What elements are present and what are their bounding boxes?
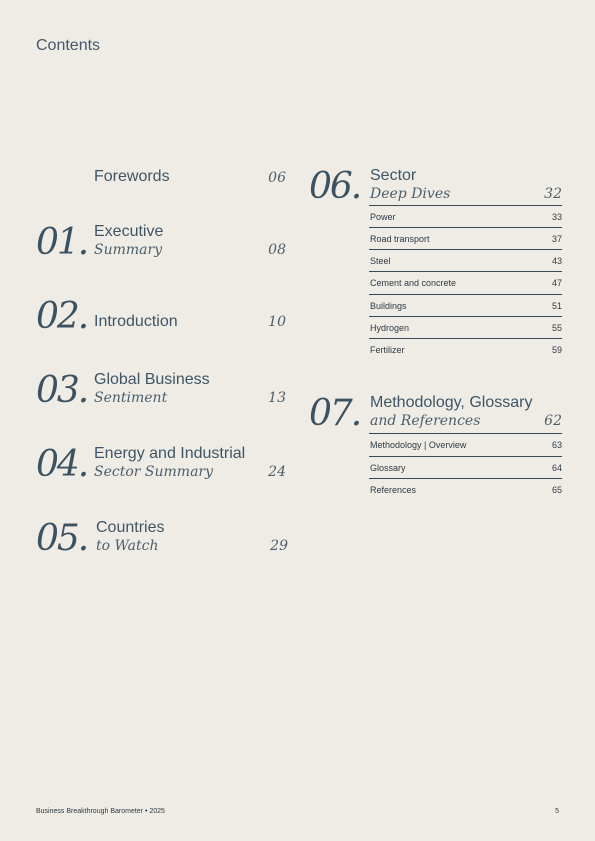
- list-item[interactable]: [369, 433, 562, 456]
- section-subtitle-04: Sector Summary: [94, 464, 214, 480]
- section-title-03: Global Business: [94, 371, 210, 388]
- section-page-02: 10: [268, 314, 286, 330]
- list-item[interactable]: [369, 478, 562, 501]
- subsection-page: 65: [551, 485, 562, 495]
- subsection-page: 64: [551, 463, 562, 473]
- section-page-06: 32: [544, 186, 562, 202]
- list-item[interactable]: [369, 205, 562, 228]
- list-item[interactable]: [369, 294, 562, 317]
- forewords-title: Forewords: [94, 168, 170, 185]
- forewords-page: 06: [268, 170, 286, 186]
- subsection-label: Buildings: [370, 301, 407, 311]
- section-title-01: Executive: [94, 223, 164, 240]
- subsection-label: Glossary: [370, 463, 406, 473]
- list-item[interactable]: [369, 249, 562, 272]
- subsection-label: Road transport: [370, 234, 430, 244]
- subsection-label: References: [370, 485, 417, 495]
- section-title-02: Introduction: [94, 313, 178, 330]
- section-number-01: 01.: [36, 222, 88, 263]
- section-title-04: Energy and Industrial: [94, 445, 246, 462]
- section-number-03: 03.: [36, 370, 88, 411]
- section-number-06: 06.: [309, 166, 361, 207]
- section-subtitle-06: Deep Dives: [370, 186, 451, 202]
- section-page-05: 29: [270, 538, 288, 554]
- subsection-label: Methodology | Overview: [370, 440, 467, 450]
- subsection-page: 33: [551, 212, 562, 222]
- section-number-04: 04.: [36, 444, 88, 485]
- section-page-03: 13: [268, 390, 286, 406]
- section-subtitle-07: and References: [370, 413, 481, 429]
- section-title-07: Methodology, Glossary: [370, 394, 533, 411]
- footer-report-name: Business Breakthrough Barometer • 2025: [36, 808, 165, 815]
- subsection-page: 43: [551, 256, 562, 266]
- subsection-page: 63: [551, 440, 562, 450]
- subsection-page: 55: [551, 323, 562, 333]
- list-item[interactable]: [369, 338, 562, 361]
- subsection-page: 59: [551, 345, 562, 355]
- page-title: Contents: [36, 37, 101, 54]
- subsection-page: 37: [551, 234, 562, 244]
- section-number-02: 02.: [36, 296, 88, 337]
- list-item[interactable]: [369, 227, 562, 250]
- subsection-label: Cement and concrete: [370, 278, 457, 288]
- section-subtitle-01: Summary: [94, 242, 163, 258]
- section-page-07: 62: [544, 413, 562, 429]
- list-item[interactable]: [369, 316, 562, 339]
- section-page-01: 08: [268, 242, 286, 258]
- subsection-label: Steel: [370, 256, 391, 266]
- list-item[interactable]: [369, 456, 562, 479]
- subsection-label: Power: [370, 212, 396, 222]
- footer-page-number: 5: [555, 808, 559, 815]
- section-subtitle-05: to Watch: [96, 538, 159, 554]
- subsection-page: 51: [551, 301, 562, 311]
- section-page-04: 24: [268, 464, 286, 480]
- section-title-06: Sector: [370, 167, 417, 184]
- subsection-page: 47: [551, 278, 562, 288]
- subsection-label: Hydrogen: [370, 323, 410, 333]
- section-number-05: 05.: [36, 518, 88, 559]
- section-title-05: Countries: [96, 519, 165, 536]
- section-subtitle-03: Sentiment: [94, 390, 168, 406]
- list-item[interactable]: [369, 271, 562, 294]
- subsection-label: Fertilizer: [370, 345, 405, 355]
- section-number-07: 07.: [309, 393, 361, 434]
